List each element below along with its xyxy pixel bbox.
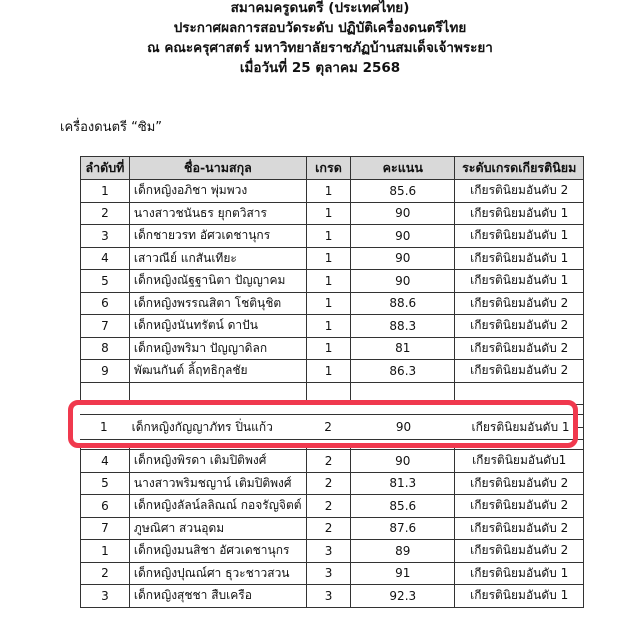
cell-name: เด็กหญิงอภิชา พุ่มพวง [129, 180, 306, 203]
cell-no: 2 [81, 562, 130, 585]
cell-level: เกียรตินิยมอันดับ 2 [455, 292, 584, 315]
date: เมื่อวันที่ 25 ตุลาคม 2568 [239, 60, 401, 76]
cell-score: 91 [351, 562, 455, 585]
cell-grade: 1 [306, 292, 350, 315]
cell-no: 3 [81, 225, 130, 248]
venue: ณ คณะครุศาสตร์ มหาวิทยาลัยราชภัฏบ้านสมเด็จเจ้าพระยา [147, 40, 493, 56]
cell-grade: 1 [306, 225, 350, 248]
cell-no: 4 [81, 247, 130, 270]
cell-no: 8 [81, 337, 130, 360]
table-row [81, 180, 584, 203]
cell-name: เสาวณีย์ แกสันเทียะ [129, 247, 306, 270]
cell-grade: 1 [306, 180, 350, 203]
cell-grade: 1 [306, 202, 350, 225]
cell-grade: 2 [306, 450, 350, 473]
cell-score: 86.3 [351, 360, 455, 383]
cell-grade: 3 [306, 540, 350, 563]
cell-name: เด็กหญิงปุณณ์ศา ธุวะชาวสวน [129, 562, 306, 585]
table-row [81, 562, 584, 585]
instrument-label: เครื่องดนตรี “ซิม” [60, 120, 163, 135]
cell-level: เกียรตินิยมอันดับ 2 [455, 315, 584, 338]
cell-score: 90 [351, 270, 455, 293]
cell-level: เกียรตินิยมอันดับ 1 [455, 202, 584, 225]
cell-grade: 1 [306, 315, 350, 338]
org-name: สมาคมครูดนตรี (ประเทศไทย) [230, 0, 410, 16]
cell-level: เกียรตินิยมอันดับ 1 [455, 585, 584, 608]
table-row [81, 247, 584, 270]
table-row [81, 472, 584, 495]
cell-name: นางสาวพริมชญาน์ เติมปิติพงศ์ [129, 472, 306, 495]
results-table [80, 156, 584, 608]
cell-name: เด็กหญิงพรรณสิตา โชตินุชิต [129, 292, 306, 315]
cell-level: เกียรตินิยมอันดับ 2 [455, 495, 584, 518]
cell-grade: 1 [306, 337, 350, 360]
cell-name: พัฒนกันต์ ลิ้ฤทธิกุลชัย [129, 360, 306, 383]
cell-no: 1 [81, 540, 130, 563]
cell-grade: 1 [306, 270, 350, 293]
cell-level: เกียรตินิยมอันดับ 1 [455, 225, 584, 248]
table-row [81, 202, 584, 225]
cell-score: 87.6 [351, 517, 455, 540]
col-header-score: คะแนน [351, 157, 455, 180]
cell-grade: 3 [306, 585, 350, 608]
cell-grade: 1 [306, 360, 350, 383]
cell-no: 5 [81, 270, 130, 293]
cell-grade: 2 [306, 495, 350, 518]
cell-name: เด็กหญิงลัลน์ลลิณณ์ กอจรัญจิตต์ [129, 495, 306, 518]
cell-grade: 1 [306, 247, 350, 270]
col-header-grade: เกรด [306, 157, 350, 180]
table-header-row [81, 157, 584, 180]
cell-no: 2 [81, 202, 130, 225]
table-row [81, 337, 584, 360]
cell-name: นางสาวชนันธร ยุกตวิสาร [129, 202, 306, 225]
table-row [81, 585, 584, 608]
cell-level: เกียรตินิยมอันดับ 1 [455, 270, 584, 293]
cell-name: ภูษณิศา สวนอุดม [129, 517, 306, 540]
table-row [81, 270, 584, 293]
table-row [81, 292, 584, 315]
cell-no: 1 [81, 180, 130, 203]
cell-grade: 2 [306, 472, 350, 495]
cell-level: เกียรตินิยมอันดับ 2 [455, 472, 584, 495]
cell-score: 85.6 [351, 495, 455, 518]
cell-name: เด็กหญิงณัฐฐานิตา ปัญญาคม [129, 270, 306, 293]
cell-level: เกียรตินิยมอันดับ1 [455, 450, 584, 473]
cell-name: เด็กหญิงมนสิชา อัศวเดชานุกร [129, 540, 306, 563]
cell-no: 6 [81, 495, 130, 518]
cell-grade: 2 [306, 517, 350, 540]
table-row [81, 315, 584, 338]
highlighted-name: เด็กหญิงกัญญาภัทร ปิ่นแก้ว [131, 419, 273, 434]
cell-score: 88.6 [351, 292, 455, 315]
cell-no: 6 [81, 292, 130, 315]
cell-score: 90 [351, 247, 455, 270]
cell-score: 85.6 [351, 180, 455, 203]
table-row [81, 360, 584, 383]
cell-grade: 3 [306, 562, 350, 585]
cell-name: เด็กชายวรท อัศวเดชานุกร [129, 225, 306, 248]
cell-score: 89 [351, 540, 455, 563]
cell-no: 3 [81, 585, 130, 608]
col-header-name: ชื่อ-นามสกุล [129, 157, 306, 180]
col-header-level: ระดับเกรดเกียรตินิยม [455, 157, 584, 180]
cell-no: 9 [81, 360, 130, 383]
col-header-no: ลำดับที่ [81, 157, 130, 180]
cell-level: เกียรตินิยมอันดับ 1 [455, 247, 584, 270]
cell-no: 7 [81, 315, 130, 338]
cell-score: 81.3 [351, 472, 455, 495]
cell-name: เด็กหญิงพริมา ปัญญาดิลก [129, 337, 306, 360]
cell-level: เกียรตินิยมอันดับ 2 [455, 517, 584, 540]
cell-no: 5 [81, 472, 130, 495]
cell-level: เกียรตินิยมอันดับ 2 [455, 180, 584, 203]
table-row [81, 225, 584, 248]
cell-no: 7 [81, 517, 130, 540]
cell-score: 81 [351, 337, 455, 360]
highlighted-level: เกียรตินิยมอันดับ 1 [471, 419, 570, 434]
cell-score: 90 [351, 202, 455, 225]
cell-no: 4 [81, 450, 130, 473]
cell-level: เกียรตินิยมอันดับ 2 [455, 360, 584, 383]
table-row [81, 540, 584, 563]
cell-name: เด็กหญิงนันทรัตน์ ดาปัน [129, 315, 306, 338]
cell-name: เด็กหญิงสุชชา สืบเครือ [129, 585, 306, 608]
highlight-box [68, 400, 578, 448]
announcement-title: ประกาศผลการสอบวัดระดับ ปฏิบัติเครื่องดนตรีไทย [173, 20, 467, 36]
cell-score: 92.3 [351, 585, 455, 608]
cell-score: 90 [351, 225, 455, 248]
cell-level: เกียรตินิยมอันดับ 1 [455, 562, 584, 585]
highlighted-score: 90 [395, 420, 412, 434]
highlighted-no: 1 [99, 420, 108, 434]
cell-level: เกียรตินิยมอันดับ 2 [455, 337, 584, 360]
cell-score: 90 [351, 450, 455, 473]
cell-level: เกียรตินิยมอันดับ 2 [455, 540, 584, 563]
table-row [81, 450, 584, 473]
table-row [81, 517, 584, 540]
table-row [81, 495, 584, 518]
document-header [0, 0, 640, 78]
cell-name: เด็กหญิงพิรดา เติมปิติพงศ์ [129, 450, 306, 473]
cell-score: 88.3 [351, 315, 455, 338]
highlighted-grade: 2 [324, 420, 332, 434]
